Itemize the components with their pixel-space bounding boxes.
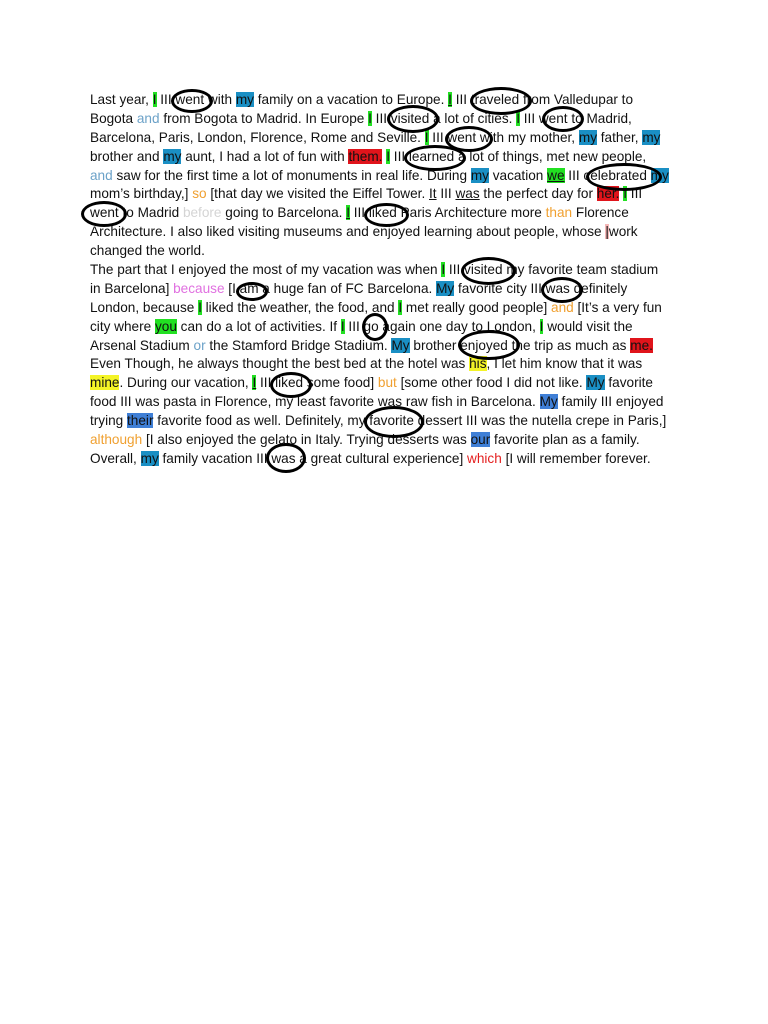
highlighted-word: them.: [348, 148, 383, 164]
highlighted-word: so: [192, 186, 207, 202]
circle-mark-liked-2: [270, 372, 312, 398]
text-run: Bogota: [90, 110, 137, 126]
text-run: Arsenal Stadium: [90, 337, 194, 353]
text-line: [90, 185, 680, 204]
circle-mark-visited-1: [387, 105, 439, 133]
text-line: [90, 261, 680, 280]
text-run: family vacation III was a great cultural experience]: [158, 450, 468, 466]
highlighted-word: I: [252, 375, 257, 391]
circle-mark-was-1: [541, 277, 583, 303]
text-run: III went with my mother,: [428, 129, 579, 145]
text-run: , I let him know that it was: [486, 356, 643, 372]
circle-mark-celebrated: [586, 163, 662, 191]
text-line: [90, 280, 680, 299]
text-run: favorite city III was definitely: [454, 280, 628, 296]
text-run: favorite: [604, 375, 653, 391]
highlighted-word: and: [90, 167, 113, 183]
text-run: Even Though, he always thought the best bed at the hotel was: [90, 356, 470, 372]
text-run: food III was pasta in Florence, my least favorite was raw fish in Barcelona.: [90, 394, 540, 410]
highlighted-word: my: [235, 92, 254, 107]
text-run: III go again one day to London,: [344, 318, 540, 334]
highlighted-word: I: [346, 205, 350, 221]
highlighted-word: me.: [630, 337, 653, 353]
highlighted-word: my: [578, 129, 597, 145]
text-run: III: [627, 186, 643, 202]
text-run: [I will remember forever.: [501, 450, 651, 466]
text-run: London, because: [90, 299, 199, 315]
circle-mark-was-2: [266, 443, 306, 473]
circle-mark-went-2: [542, 106, 584, 132]
text-run: III liked some food]: [256, 375, 378, 391]
text-run: III went to Madrid,: [519, 110, 632, 126]
highlighted-word: and: [551, 299, 574, 315]
highlighted-word: I: [386, 148, 391, 164]
highlighted-word: My: [436, 280, 455, 296]
highlighted-word: I: [368, 110, 372, 126]
highlighted-word: I: [516, 110, 520, 126]
text-line: [90, 242, 680, 261]
circle-mark-am: [236, 282, 268, 301]
text-run: family III enjoyed: [557, 394, 664, 410]
highlighted-word: My: [391, 337, 410, 353]
text-run: father,: [597, 129, 643, 145]
text-run: III went with: [156, 92, 236, 107]
highlighted-word: although: [90, 432, 143, 448]
highlighted-word: was: [455, 186, 480, 202]
text-run: III visited a lot of cities.: [371, 110, 517, 126]
highlighted-word: my: [140, 450, 159, 466]
circle-mark-went-4: [81, 201, 127, 227]
text-run: liked the weather, the food, and: [201, 299, 399, 315]
highlighted-word: his: [469, 356, 487, 372]
highlighted-word: we: [547, 167, 565, 183]
highlighted-word: because: [173, 280, 225, 296]
text-line: [90, 337, 680, 356]
text-run: aunt, I had a lot of fun with: [181, 148, 349, 164]
highlighted-word: I: [340, 318, 345, 334]
text-run: Architecture. I also liked visiting museums and enjoyed learning about people, whose: [90, 224, 606, 240]
text-run: can do a lot of activities. If: [176, 318, 341, 334]
highlighted-word: my: [650, 167, 669, 183]
highlighted-word: you: [154, 318, 177, 334]
highlighted-word: My: [586, 375, 605, 391]
text-run: Overall,: [90, 450, 141, 466]
highlighted-word: than: [545, 205, 573, 221]
text-run: work: [608, 224, 638, 240]
highlighted-word: my: [470, 167, 489, 183]
text-run: III celebrated: [564, 167, 651, 183]
highlighted-word: and: [136, 110, 160, 126]
text-run: III traveled from Valledupar to: [451, 92, 634, 107]
circle-mark-enjoyed: [458, 330, 520, 360]
text-run: [I am a huge fan of FC Barcelona.: [224, 280, 437, 296]
text-run: brother enjoyed the trip as much as: [409, 337, 631, 353]
highlighted-word: before: [182, 205, 222, 221]
text-run: favorite plan as a family.: [490, 432, 640, 448]
circle-mark-visited-2: [461, 257, 516, 285]
text-run: favorite food as well. Definitely, my favorite dessert III was the nutella crepe in Paris,]: [153, 413, 667, 429]
text-run: the Stamford Bridge Stadium.: [205, 337, 392, 353]
text-run: Last year,: [90, 92, 153, 107]
text-run: changed the world.: [90, 243, 205, 259]
circle-mark-went-1: [171, 89, 213, 113]
text-line: [90, 355, 680, 374]
text-line: [90, 299, 680, 318]
text-run: III liked Paris Architecture more: [349, 205, 546, 221]
text-run: vacation: [488, 167, 548, 183]
text-run: going to Barcelona.: [221, 205, 347, 221]
text-run: III: [436, 186, 456, 202]
highlighted-word: I: [424, 129, 429, 145]
highlighted-word: my: [163, 148, 182, 164]
text-run: saw for the first time a lot of monuments in real life. During: [112, 167, 471, 183]
text-run: Florence: [572, 205, 629, 221]
highlighted-word: her.: [596, 186, 620, 202]
highlighted-word: I: [441, 262, 446, 278]
highlighted-word: or: [193, 337, 206, 353]
text-run: . During our vacation,: [119, 375, 253, 391]
text-run: III learned a lot of things, met new people,: [390, 148, 647, 164]
text-run: city where: [90, 318, 155, 334]
text-run: brother and: [90, 148, 164, 164]
text-line: [90, 129, 680, 148]
text-run: trying: [90, 413, 128, 429]
text-run: in Barcelona]: [90, 280, 174, 296]
highlighted-word: their: [127, 413, 154, 429]
text-run: The part that I enjoyed the most of my vacation was when: [90, 262, 442, 278]
highlighted-word: which: [467, 450, 502, 466]
circle-mark-liked-1: [364, 203, 409, 227]
text-line: [90, 110, 680, 129]
text-run: [I also enjoyed the gelato in Italy. Trying desserts was: [142, 432, 471, 448]
text-run: Barcelona, Paris, London, Florence, Rome and Seville.: [90, 129, 425, 145]
highlighted-word: mine: [90, 375, 120, 391]
highlighted-word: |: [605, 224, 609, 240]
highlighted-word: my: [642, 129, 661, 145]
highlighted-word: I: [539, 318, 544, 334]
text-line: [90, 450, 680, 469]
text-run: went to Madrid: [90, 205, 183, 221]
text-run: the perfect day for: [479, 186, 597, 202]
highlighted-word: I: [623, 186, 628, 202]
text-line: [90, 148, 680, 167]
highlighted-word: I: [448, 92, 452, 107]
text-run: family on a vacation to Europe.: [253, 92, 449, 107]
circle-mark-learned: [404, 145, 466, 171]
highlighted-word: I: [152, 92, 157, 107]
highlighted-word: I: [398, 299, 403, 315]
circle-mark-go: [362, 313, 388, 341]
text-run: from Bogota to Madrid. In Europe: [159, 110, 369, 126]
circle-mark-favorite: [364, 406, 424, 438]
text-run: [some other food I did not like.: [396, 375, 587, 391]
text-run: met really good people]: [402, 299, 552, 315]
text-run: [that day we visited the Eiffel Tower.: [206, 186, 430, 202]
highlighted-word: It: [429, 186, 437, 202]
text-run: would visit the: [543, 318, 633, 334]
text-run: III visited my favorite team stadium: [445, 262, 659, 278]
circle-mark-traveled: [470, 87, 532, 115]
text-run: [It’s a very fun: [573, 299, 662, 315]
highlighted-word: but: [377, 375, 397, 391]
text-line: [90, 374, 680, 393]
text-run: mom’s birthday,]: [90, 186, 193, 202]
highlighted-word: our: [470, 432, 491, 448]
highlighted-word: I: [198, 299, 202, 315]
highlighted-word: My: [539, 394, 558, 410]
